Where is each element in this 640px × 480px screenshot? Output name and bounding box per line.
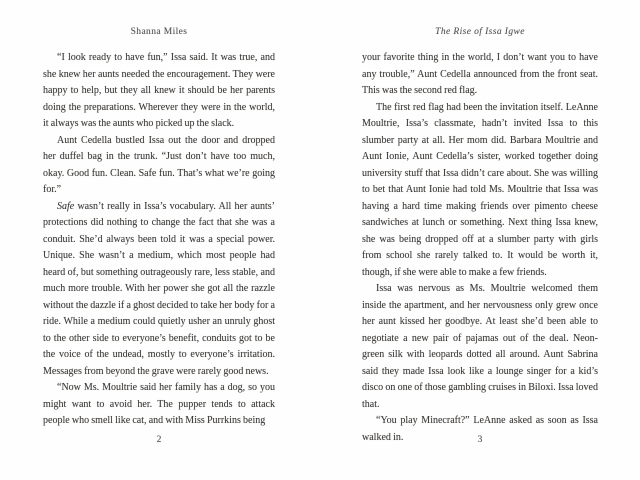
running-header-author: Shanna Miles — [130, 27, 188, 37]
paragraph: The first red flag had been the invitation itself. LeAnne Moultrie, Issa’s classmate, hadn’t invited Issa to this slumber party at all. Her mom did. Barbara Moultrie and Aunt Ionie, Aunt Cedella’s sister, worked together doing university stuff that Issa didn’t care about. She was willing to bet that Aunt Ionie had told Ms. Moultrie that Issa was having a hard time making friends over pimento cheese sandwiches at lunch or something. Next thing Issa knew, she was being dropped off at a slumber party with girls from school she rarely talked to. It would be worth it, though, if she were able to make a few friends. — [362, 101, 598, 278]
right-page — [362, 0, 598, 480]
paragraph: “Now Ms. Moultrie said her family has a dog, so you might want to avoid her. The pupper tends to attack people who smell like cat, and with Miss Purrkins being — [43, 382, 275, 426]
paragraph: “I look ready to have fun,” Issa said. It was true, and she knew her aunts needed the encouragement. They were happy to help, but they all knew it should be her parents doing the preparations. Wherever they were in the world, it always was the aunts who picked up the slack. — [43, 52, 275, 129]
left-page-text — [43, 50, 275, 430]
running-header-title: The Rise of Issa Igwe — [435, 27, 525, 37]
paragraph: Safe wasn’t really in Issa’s vocabulary. All her aunts’ protections did nothing to change the fact that she was a conduit. She’d always been told it was a special power. Unique. She wasn’t a medium, which most people had heard of, but something outrageously rare, less stable, and much more trouble. With her power she got all the razzle without the dazzle if a ghost decided to take her body for a ride. While a medium could quietly usher an unruly ghost to the other side to everyone’s benefit, conduits got to be the voice of the undead, mostly to everyone’s irritation. Messages from beyond the grave were rarely good news. — [43, 200, 275, 377]
page-number-left: 2 — [156, 435, 162, 445]
right-page-text — [362, 50, 598, 446]
italic-lead-word: Safe — [57, 200, 75, 212]
page-number-right: 3 — [477, 435, 483, 445]
paragraph: Issa was nervous as Ms. Moultrie welcomed them inside the apartment, and her nervousness only grew once her aunt kissed her goodbye. At least she’d been able to negotiate a new pair of pajamas out of the deal. Neon-green silk with leopards dotted all around. Aunt Sabrina said they made Issa look like a lounge singer for a kid’s disco on one of those gambling cruises in Biloxi. Issa loved that. — [362, 283, 598, 410]
paragraph: “You play Minecraft?” LeAnne asked as soon as Issa walked in. — [362, 415, 598, 443]
paragraph: Aunt Cedella bustled Issa out the door and dropped her duffel bag in the trunk. “Just don’t have too much, okay. Good fun. Clean. Safe fun. That’s what we’re going for.” — [43, 134, 275, 195]
paragraph: your favorite thing in the world, I don’t want you to have any trouble,” Aunt Cedella announced from the front seat. This was the second red flag. — [362, 52, 598, 96]
left-page — [43, 0, 275, 480]
